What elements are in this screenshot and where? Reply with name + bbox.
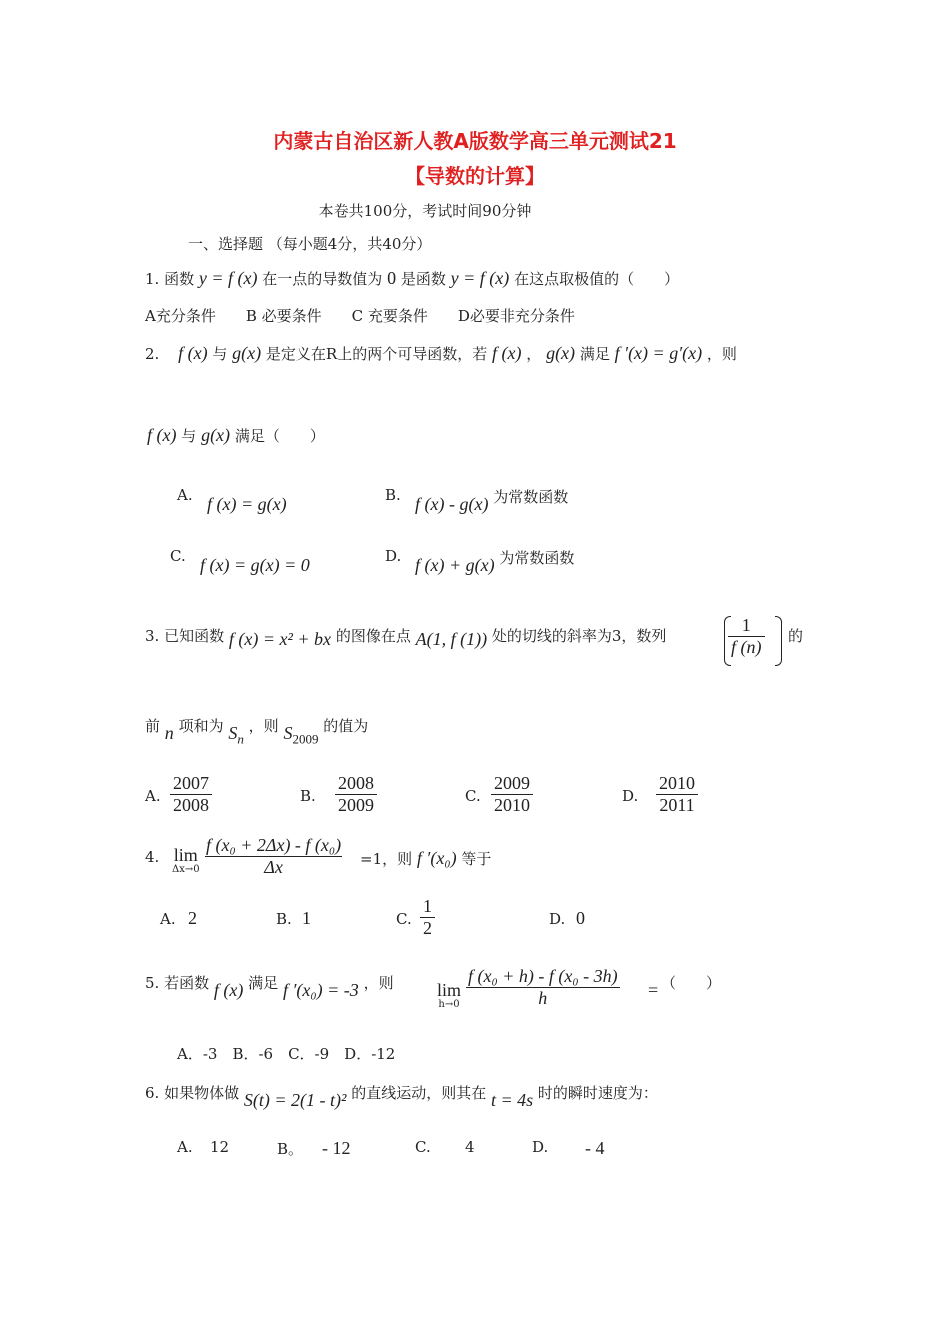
math-expression: 0 [387, 268, 397, 288]
fraction-numerator: 2008 [335, 773, 377, 795]
fraction [728, 615, 765, 657]
option-d-label: D. [622, 787, 639, 805]
option-d [656, 773, 698, 815]
limit-fraction [466, 966, 620, 1008]
option-c [420, 896, 435, 938]
option-c-label: C. [415, 1138, 431, 1156]
option-a-label: A. [145, 787, 161, 805]
question-text: =1，则 [360, 850, 413, 868]
math-expression: n [164, 723, 174, 743]
option-c-label: C. [465, 787, 481, 805]
option-b: - 12 [322, 1138, 351, 1158]
question-text: ，则 [706, 345, 737, 363]
math-expression: f ′(x₀) = -3 [282, 980, 359, 1000]
math-expression: S(t) = 2(1 - t)² [243, 1090, 347, 1110]
answer-bracket: （ ） [661, 974, 722, 992]
option-d-label: D. [549, 910, 566, 928]
question-text: 处的切线的斜率为3，数列 [491, 627, 667, 645]
question-text: 的直线运动，则其在 [351, 1084, 487, 1102]
lim-subscript: h→0 [438, 999, 460, 1010]
math-expression: f ′(x₀) [416, 848, 457, 868]
limit-operator [437, 981, 461, 1011]
fraction [170, 773, 212, 815]
symbol-s: S [283, 723, 293, 743]
limit-operator [172, 846, 200, 876]
limit-fraction [205, 835, 342, 877]
option-b-label: B. [385, 486, 401, 504]
option-b: 1 [302, 908, 311, 928]
question-4-tail [360, 848, 491, 869]
fraction-denominator: 2008 [173, 794, 209, 815]
question-number: 5. [145, 974, 160, 992]
fraction-numerator: f (x₀ + h) - f (x₀ - 3h) [468, 966, 618, 986]
math-expression: g(x) [546, 343, 576, 363]
math-expression [283, 723, 319, 747]
question-text: 的值为 [323, 717, 369, 735]
math-expression: f (x) + g(x) [415, 555, 495, 575]
math-expression: g(x) [201, 425, 231, 445]
math-expression: f ′(x) = g′(x) [614, 343, 703, 363]
math-expression: y = f (x) [450, 268, 510, 288]
question-text: ，则 [363, 974, 394, 992]
math-expression: f (x) [178, 343, 208, 363]
option-a-label: A. [177, 1138, 193, 1156]
question-text: 已知函数 [164, 627, 225, 645]
option-text: 为常数函数 [499, 549, 575, 567]
option-a-label: A. [160, 910, 176, 928]
option-a: 2 [188, 908, 197, 928]
question-number: 6. [145, 1084, 160, 1102]
option-d-label: D. [532, 1138, 549, 1156]
fraction-numerator: 1 [420, 896, 435, 918]
fraction-denominator: h [538, 987, 548, 1008]
question-1 [145, 268, 679, 289]
page-subtitle: 【导数的计算】 [405, 164, 545, 188]
question-text: 是定义在R上的两个可导函数，若 [265, 345, 488, 363]
question-text: 满足 [579, 345, 610, 363]
question-text: 在这点取极值的（ ） [514, 270, 680, 288]
math-expression: A(1, f (1)) [415, 629, 488, 649]
option-c [491, 773, 533, 815]
question-1-options: A充分条件 B 必要条件 C 充要条件 D必要非充分条件 [145, 307, 575, 325]
fraction-numerator: 1 [728, 615, 765, 637]
question-text: 满足（ ） [234, 427, 325, 445]
option-d-label: D. [385, 547, 402, 565]
exam-info: 本卷共100分，考试时间90分钟 [318, 202, 532, 220]
fraction-denominator: 2 [423, 917, 432, 938]
question-2 [145, 343, 737, 364]
equals-sign: = [648, 980, 659, 1000]
option-c-label: C. [170, 547, 186, 565]
option-c: f (x) = g(x) = 0 [200, 555, 310, 575]
subscript: n [237, 731, 244, 747]
option-d: 0 [576, 908, 585, 928]
question-text: 函数 [164, 270, 195, 288]
option-c-label: C. [396, 910, 412, 928]
fraction-denominator: 2011 [659, 794, 695, 815]
math-expression: f (x) - g(x) [415, 494, 489, 514]
option-b [415, 486, 569, 514]
option-b [335, 773, 377, 815]
symbol-s: S [228, 723, 238, 743]
question-text: 时的瞬时速度为： [537, 1084, 658, 1102]
math-expression: t = 4s [490, 1090, 534, 1110]
right-brace [775, 616, 782, 666]
math-expression: f (x) [492, 343, 522, 363]
fraction [420, 896, 435, 938]
question-6 [145, 1082, 658, 1110]
fraction-numerator: 2007 [170, 773, 212, 795]
option-b-label: B. [276, 910, 292, 928]
fraction [656, 773, 698, 815]
question-5 [145, 972, 394, 1000]
question-text: 若函数 [164, 974, 210, 992]
fraction-denominator: 2009 [338, 794, 374, 815]
math-expression: y = f (x) [198, 268, 258, 288]
option-a-label: A. [177, 486, 193, 504]
fraction [335, 773, 377, 815]
page-title: 内蒙古自治区新人教A版数学高三单元测试21 [273, 129, 677, 153]
fraction-numerator: 2010 [656, 773, 698, 795]
lim-text: lim [437, 980, 462, 1000]
question-text: ，则 [248, 717, 279, 735]
option-d [415, 547, 575, 575]
option-a [170, 773, 212, 815]
option-c: 4 [465, 1138, 475, 1156]
fraction [466, 966, 620, 1008]
math-expression: f (x) [147, 425, 177, 445]
fraction [205, 835, 342, 877]
fraction-numerator: 2009 [491, 773, 533, 795]
fraction-numerator: f (x₀ + 2Δx) - f (x₀) [206, 835, 342, 855]
question-2-continued [147, 425, 325, 446]
question-text: 的图像在点 [335, 627, 411, 645]
question-text: 在一点的导数值为 [262, 270, 383, 288]
question-3-continued [145, 715, 369, 747]
option-b-label: B。 [277, 1140, 304, 1158]
question-text: 项和为 [178, 717, 224, 735]
option-d: - 4 [585, 1138, 605, 1158]
question-number: 4. [145, 848, 160, 866]
math-expression [228, 723, 244, 747]
math-expression: f (x) = x² + bx [228, 629, 332, 649]
question-number: 1. [145, 270, 160, 288]
option-a: f (x) = g(x) [207, 494, 287, 514]
fraction [491, 773, 533, 815]
math-expression: f (x) [213, 980, 244, 1000]
fraction-denominator: Δx [264, 856, 283, 877]
subscript: 2009 [292, 731, 319, 747]
question-text: ， [526, 345, 542, 363]
lim-text: lim [173, 845, 198, 865]
sequence-fraction [728, 615, 765, 657]
question-text: 与 [212, 345, 228, 363]
question-5-options: A．-3 B．-6 C．-9 D．-12 [177, 1045, 396, 1063]
fraction-denominator: 2010 [494, 794, 530, 815]
option-text: 为常数函数 [493, 488, 569, 506]
math-expression: g(x) [232, 343, 262, 363]
question-3 [145, 625, 667, 649]
question-text: 前 [145, 717, 161, 735]
question-text: 与 [181, 427, 197, 445]
lim-subscript: Δx→0 [172, 864, 200, 875]
question-text: 如果物体做 [164, 1084, 240, 1102]
option-b-label: B. [300, 787, 316, 805]
option-a: 12 [210, 1138, 230, 1156]
question-text: 是函数 [400, 270, 446, 288]
question-number: 3. [145, 627, 160, 645]
question-text: 的 [788, 627, 804, 645]
question-text: 满足 [248, 974, 279, 992]
fraction-denominator: f (n) [731, 636, 762, 657]
section-heading: 一、选择题 （每小题4分，共40分） [188, 235, 432, 253]
question-number: 2. [145, 345, 160, 363]
question-text: 等于 [461, 850, 492, 868]
